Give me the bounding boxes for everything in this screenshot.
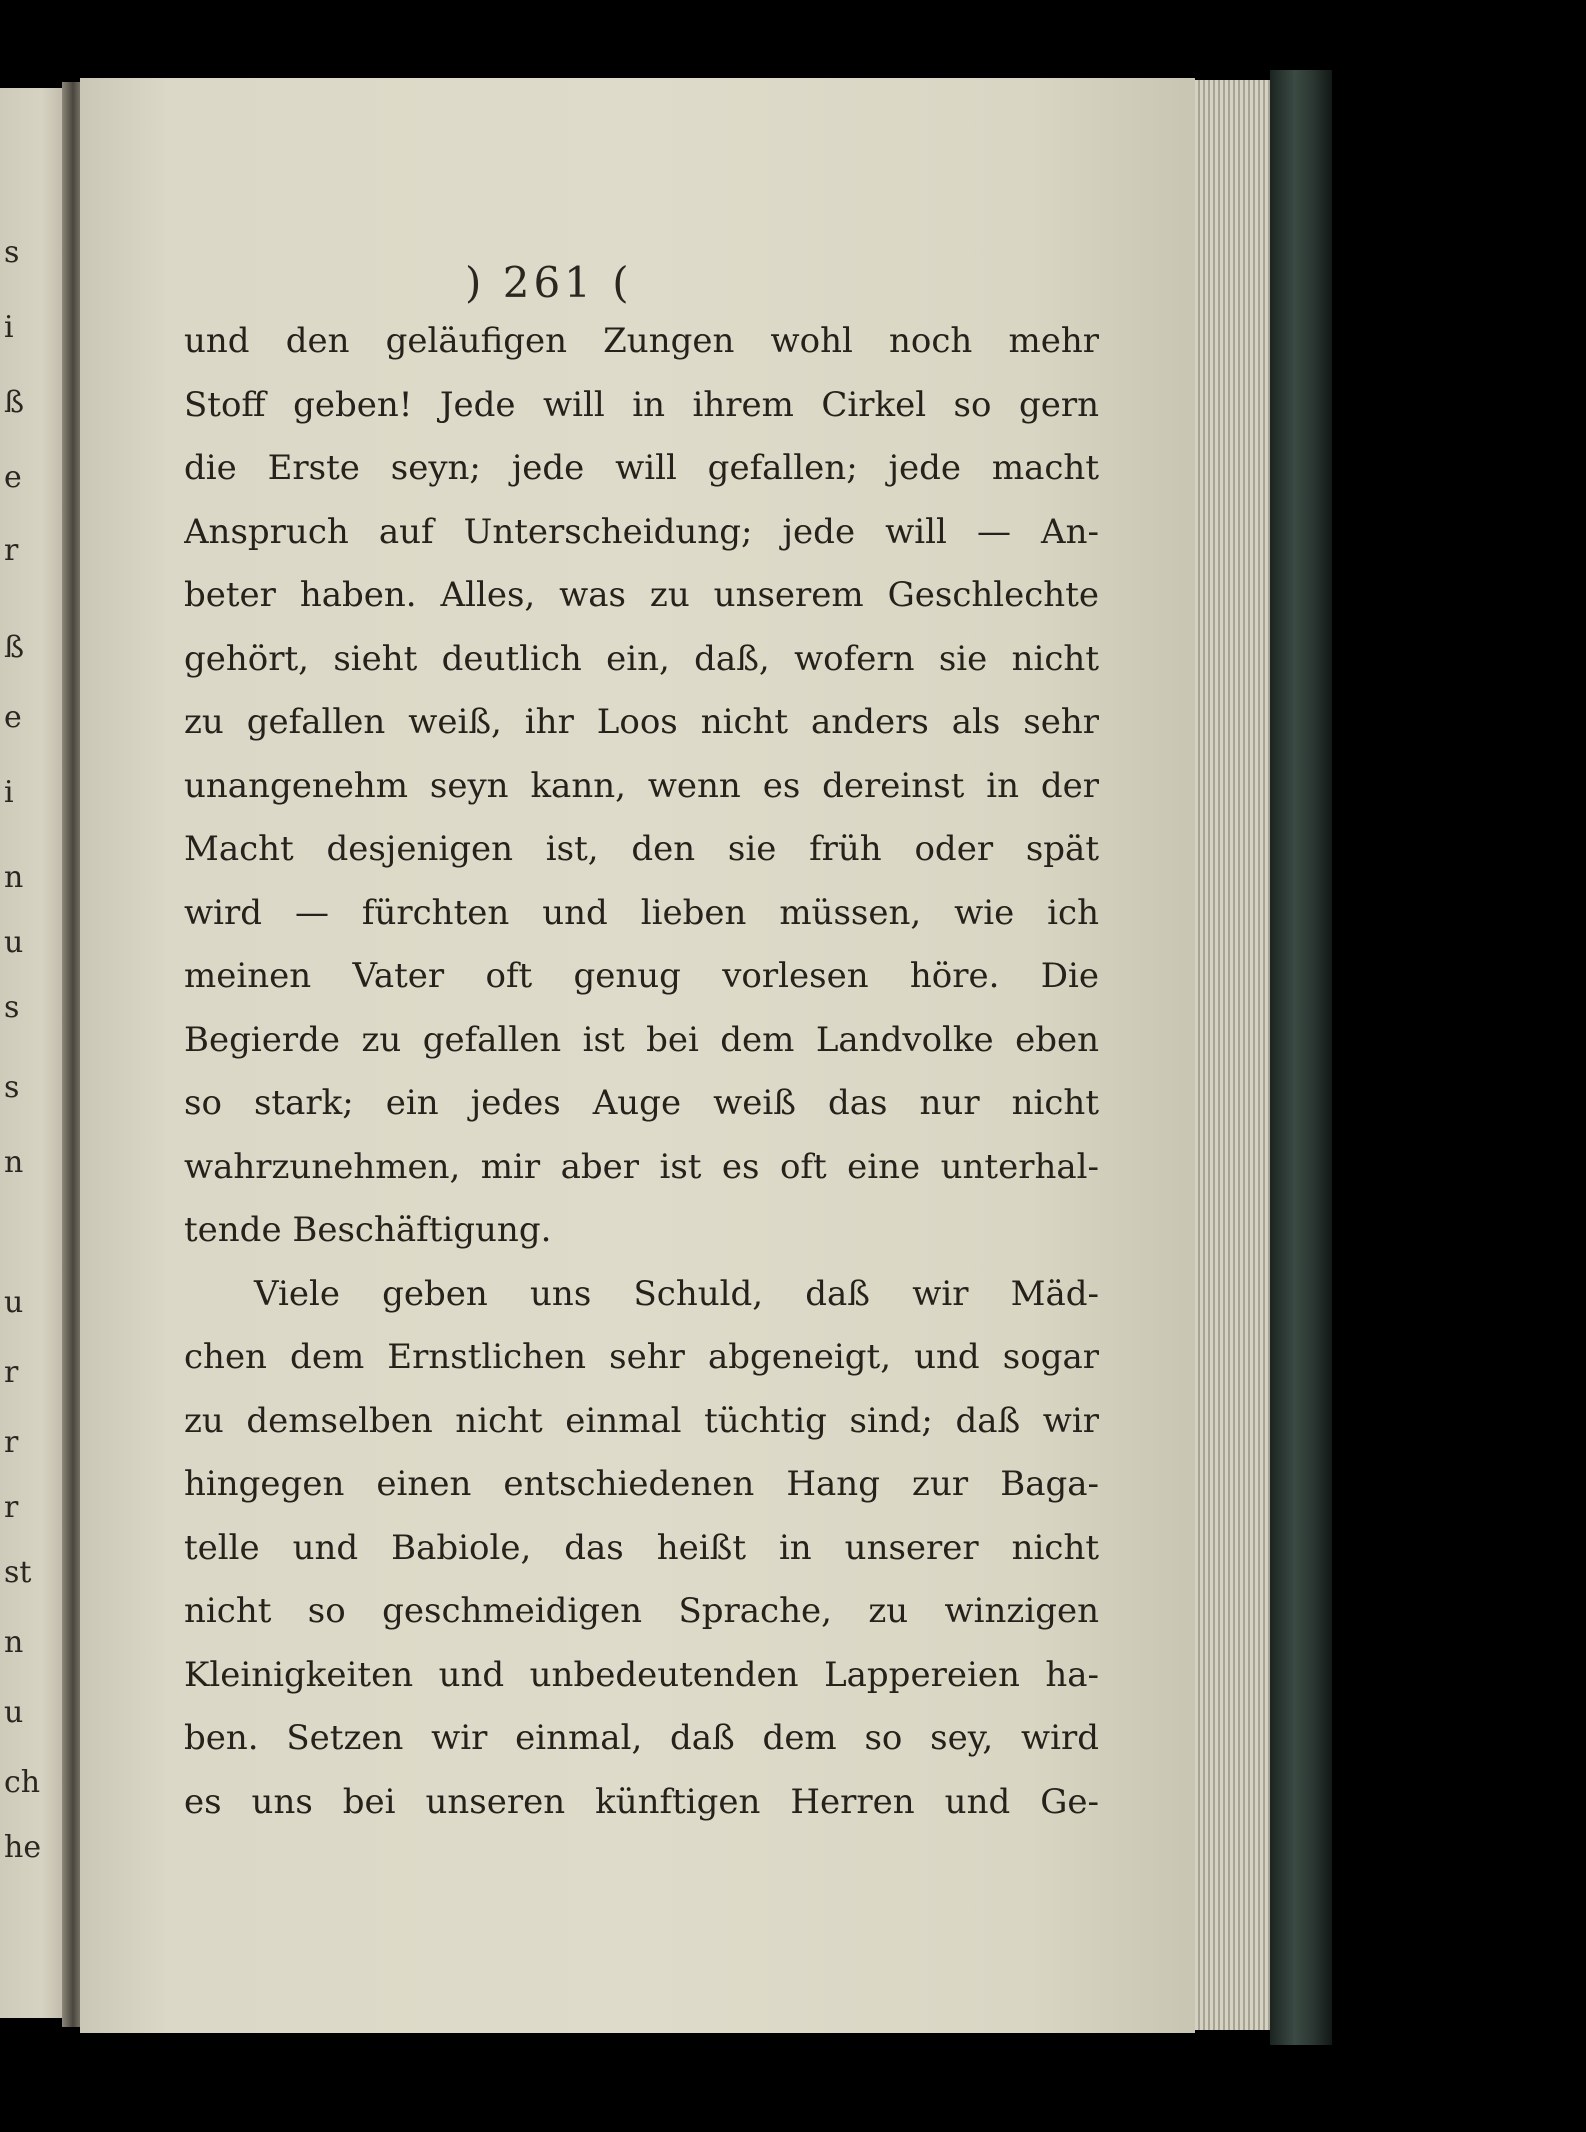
- left-fragment: he: [4, 1830, 42, 1865]
- left-fragment: ch: [4, 1765, 41, 1800]
- text-line: telle und Babiole, das heißt in unserer nicht: [184, 1527, 1099, 1568]
- book-page: [80, 78, 1195, 2033]
- text-line: Kleinigkeiten und unbedeutenden Lappereien ha-: [184, 1654, 1099, 1695]
- left-fragment: n: [4, 1625, 24, 1660]
- text-line: und den geläufigen Zungen wohl noch mehr: [184, 321, 1099, 361]
- text-line: Viele geben uns Schuld, daß wir Mäd-: [254, 1273, 1099, 1314]
- text-line: unangenehm seyn kann, wenn es dereinst in der: [184, 765, 1099, 806]
- text-line: chen dem Ernstlichen sehr abgeneigt, und sogar: [184, 1337, 1099, 1377]
- left-fragment: r: [4, 1425, 19, 1460]
- text-line: Stoff geben! Jede will in ihrem Cirkel so gern: [184, 384, 1099, 425]
- text-line: wahrzunehmen, mir aber ist es oft eine unterhal-: [184, 1146, 1099, 1187]
- page-edges: [1185, 80, 1275, 2030]
- left-fragment: r: [4, 533, 19, 568]
- text-line: hingegen einen entschiedenen Hang zur Baga-: [184, 1464, 1099, 1504]
- left-fragment: e: [4, 700, 22, 735]
- left-page-edge: [0, 88, 70, 2018]
- left-fragment: u: [4, 1695, 24, 1730]
- left-fragment: r: [4, 1355, 19, 1390]
- page-text: [184, 310, 1099, 1834]
- left-fragment: s: [4, 990, 20, 1025]
- left-fragment: s: [4, 1070, 20, 1105]
- text-line: gehört, sieht deutlich ein, daß, wofern sie nicht: [184, 638, 1099, 679]
- left-fragment: i: [4, 775, 14, 810]
- left-fragment: s: [4, 235, 20, 270]
- page-number: ) 261 (: [465, 258, 633, 307]
- text-line: Anspruch auf Unterscheidung; jede will — An-: [184, 511, 1099, 552]
- text-line: zu demselben nicht einmal tüchtig sind; daß wir: [184, 1400, 1099, 1441]
- left-fragment: st: [4, 1555, 32, 1590]
- left-fragment: n: [4, 860, 24, 895]
- text-line: meinen Vater oft genug vorlesen höre. Die: [184, 956, 1099, 996]
- text-line: Begierde zu gefallen ist bei dem Landvolke eben: [184, 1019, 1099, 1060]
- left-fragment: u: [4, 925, 24, 960]
- text-line: es uns bei unseren künftigen Herren und Ge-: [184, 1781, 1099, 1822]
- text-line: Macht desjenigen ist, den sie früh oder spät: [184, 829, 1099, 869]
- text-line: tende Beschäftigung.: [184, 1210, 552, 1250]
- left-fragment: n: [4, 1145, 24, 1180]
- text-line: so stark; ein jedes Auge weiß das nur nicht: [184, 1083, 1099, 1123]
- left-fragment: ß: [4, 385, 25, 420]
- text-line: ben. Setzen wir einmal, daß dem so sey, wird: [184, 1718, 1099, 1758]
- text-line: wird — fürchten und lieben müssen, wie ich: [184, 892, 1099, 933]
- text-line: nicht so geschmeidigen Sprache, zu winzigen: [184, 1591, 1099, 1631]
- left-fragment: i: [4, 310, 14, 345]
- left-fragment: u: [4, 1285, 24, 1320]
- text-line: zu gefallen weiß, ihr Loos nicht anders als sehr: [184, 702, 1099, 742]
- book-cover: [1270, 70, 1332, 2045]
- left-fragment: ß: [4, 630, 25, 665]
- text-line: beter haben. Alles, was zu unserem Geschlechte: [184, 575, 1099, 615]
- text-line: die Erste seyn; jede will gefallen; jede macht: [184, 448, 1099, 488]
- left-fragment: r: [4, 1490, 19, 1525]
- left-fragment: e: [4, 460, 22, 495]
